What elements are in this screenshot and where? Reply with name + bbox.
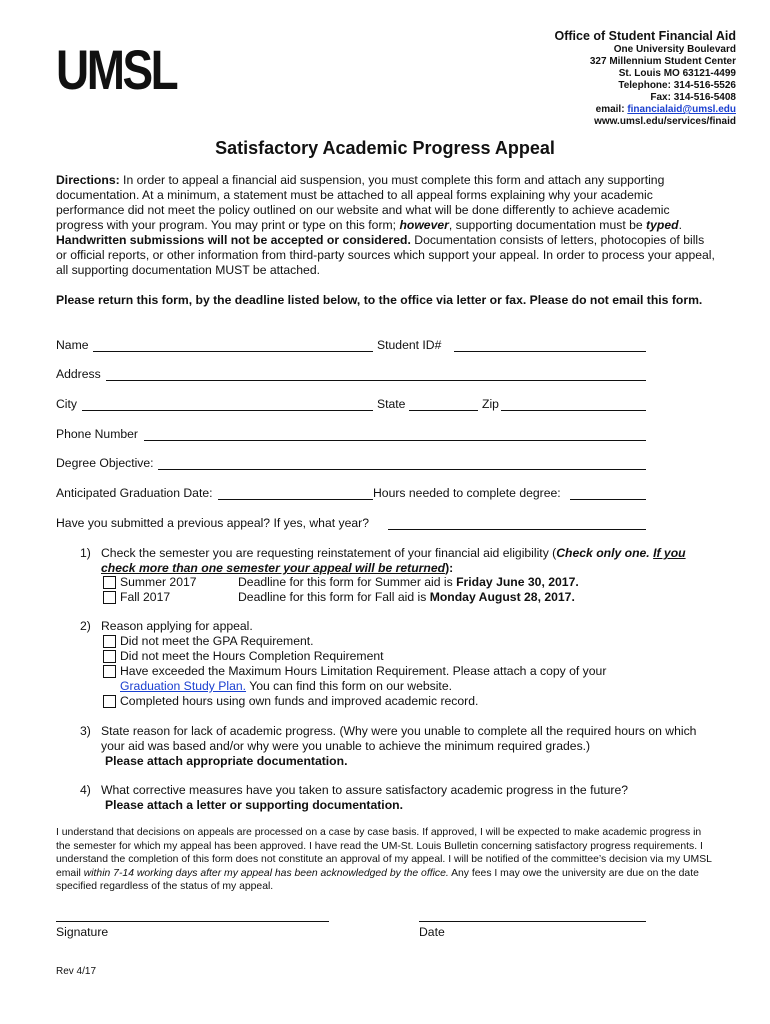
address-label: Address [56,367,101,381]
fall-2017-checkbox[interactable] [103,591,116,604]
office-website: www.umsl.edu/services/finaid [594,116,736,127]
hours-completion-label: Did not meet the Hours Completion Requirement [120,649,384,663]
graduation-study-plan-link[interactable]: Graduation Study Plan. [120,679,247,693]
fall-deadline-text: Deadline for this form for Fall aid is [238,590,430,604]
form-title: Satisfactory Academic Progress Appeal [215,138,555,158]
state-label: State [377,397,406,411]
q3-number: 3) [80,724,91,738]
office-title: Office of Student Financial Aid [554,29,736,43]
q1-number: 1) [80,546,91,560]
address-input-line[interactable] [106,380,646,381]
office-telephone: Telephone: 314-516-5526 [618,80,736,91]
q1-check-only: Check only one. [556,546,650,560]
summer-2017-checkbox[interactable] [103,576,116,589]
q1-prompt: Check the semester you are requesting reinstatement of your financial aid eligibility ( [101,546,557,560]
study-plan-line [120,679,452,693]
phone-label: Phone Number [56,427,138,441]
directions-label: Directions: [56,173,120,187]
fall-deadline [238,590,575,604]
graduation-date-input-line[interactable] [218,499,373,500]
student-id-input-line[interactable] [454,351,646,352]
city-label: City [56,397,77,411]
email-link[interactable]: financialaid@umsl.edu [627,104,736,115]
hours-needed-input-line[interactable] [570,499,646,500]
q1-text [101,546,716,576]
q4-number: 4) [80,783,91,797]
fall-deadline-date: Monday August 28, 2017. [429,590,575,604]
zip-input-line[interactable] [501,410,646,411]
office-contact-block [555,28,737,128]
hours-completion-checkbox[interactable] [103,650,116,663]
office-address-line-1: One University Boulevard [613,44,736,55]
degree-objective-label: Degree Objective: [56,456,154,470]
name-input-line[interactable] [93,351,373,352]
q1-close: ): [445,561,454,575]
zip-label: Zip [482,397,499,411]
name-label: Name [56,338,89,352]
study-plan-note: You can find this form on our website. [246,679,452,693]
directions-text-3: . [678,218,682,232]
directions-paragraph [56,173,718,278]
gpa-requirement-checkbox[interactable] [103,635,116,648]
summer-2017-label: Summer 2017 [120,575,197,589]
office-address-line-3: St. Louis MO 63121-4499 [618,68,736,79]
q2-text: Reason applying for appeal. [101,619,253,633]
office-email-line [555,104,737,116]
previous-appeal-input-line[interactable] [388,529,646,530]
q1-warning: If you check more than one semester your appeal will be returned [101,546,686,575]
directions-typed: typed [646,218,679,232]
date-line[interactable] [419,921,646,922]
revision-label: Rev 4/17 [56,966,97,977]
city-input-line[interactable] [82,410,373,411]
state-input-line[interactable] [409,410,478,411]
statement-text-2: Any fees I may owe the university are due on the date specified regardless of the status of my appeal. [56,867,699,893]
fall-2017-label: Fall 2017 [120,590,171,604]
gpa-requirement-label: Did not meet the GPA Requirement. [120,634,314,648]
q3-attach-note: Please attach appropriate documentation. [105,754,348,768]
directions-text-2: , supporting documentation must be [448,218,647,232]
directions-handwritten-notice: Handwritten submissions will not be accepted or considered. [56,233,411,247]
summer-deadline [238,575,579,589]
q4-text: What corrective measures have you taken to assure satisfactory academic progress in the future? [101,783,629,797]
office-fax: Fax: 314-516-5408 [650,92,736,103]
phone-input-line[interactable] [144,440,646,441]
graduation-date-label: Anticipated Graduation Date: [56,486,213,500]
directions-text: In order to appeal a financial aid suspension, you must complete this form and attach any supporting documentation. At a minimum, a statement must be attached to all appeal forms explaining why your academic performance did not meet the policy outlined on our website and what will be done differently to achieve academic progress with your program. You may print or type on this form; [56,173,670,232]
date-label: Date [419,925,445,939]
max-hours-label: Have exceeded the Maximum Hours Limitation Requirement. Please attach a copy of your [120,664,607,678]
email-label: email: [595,104,628,115]
summer-deadline-text: Deadline for this form for Summer aid is [238,575,457,589]
max-hours-checkbox[interactable] [103,665,116,678]
office-address-line-2: 327 Millennium Student Center [589,56,736,67]
acknowledgement-statement [56,826,716,894]
signature-line[interactable] [56,921,329,922]
statement-text: I understand that decisions on appeals are processed on a case by case basis. If approved, I will be expected to make academic progress in the semester for which my appeal has been approved. I have read the UM-St. Louis Bulletin concerning satisfactory progress requirements. I understand the completion of this form does not constitute an approval of my appeal. I will be notified of the committee’s decision via my UMSL email [56,827,712,879]
student-id-label: Student ID# [377,338,442,352]
hours-needed-label: Hours needed to complete degree: [373,486,561,500]
q2-number: 2) [80,619,91,633]
summer-deadline-date: Friday June 30, 2017. [456,575,579,589]
directions-however: however [399,218,449,232]
q4-attach-note: Please attach a letter or supporting documentation. [105,798,403,812]
directions-text-4: Documentation consists of letters, photocopies of bills or official reports, or other information from third-party sources which support your appeal. In order to process your appeal, all supporting documentation MUST be attached. [56,233,715,277]
statement-italic: within 7-14 working days after my appeal has been acknowledged by the office. [83,867,449,879]
degree-objective-input-line[interactable] [158,469,646,470]
previous-appeal-label: Have you submitted a previous appeal? If yes, what year? [56,516,369,530]
q3-text: State reason for lack of academic progress. (Why were you unable to complete all the required hours on which your aid was based and/or why were you unable to achieve the minimum required grades.) [101,724,697,753]
umsl-logo: UMSL [56,38,177,101]
own-funds-label: Completed hours using own funds and improved academic record. [120,694,479,708]
return-notice: Please return this form, by the deadline listed below, to the office via letter or fax. Please do not email this form. [56,293,703,307]
own-funds-checkbox[interactable] [103,695,116,708]
signature-label: Signature [56,925,109,939]
